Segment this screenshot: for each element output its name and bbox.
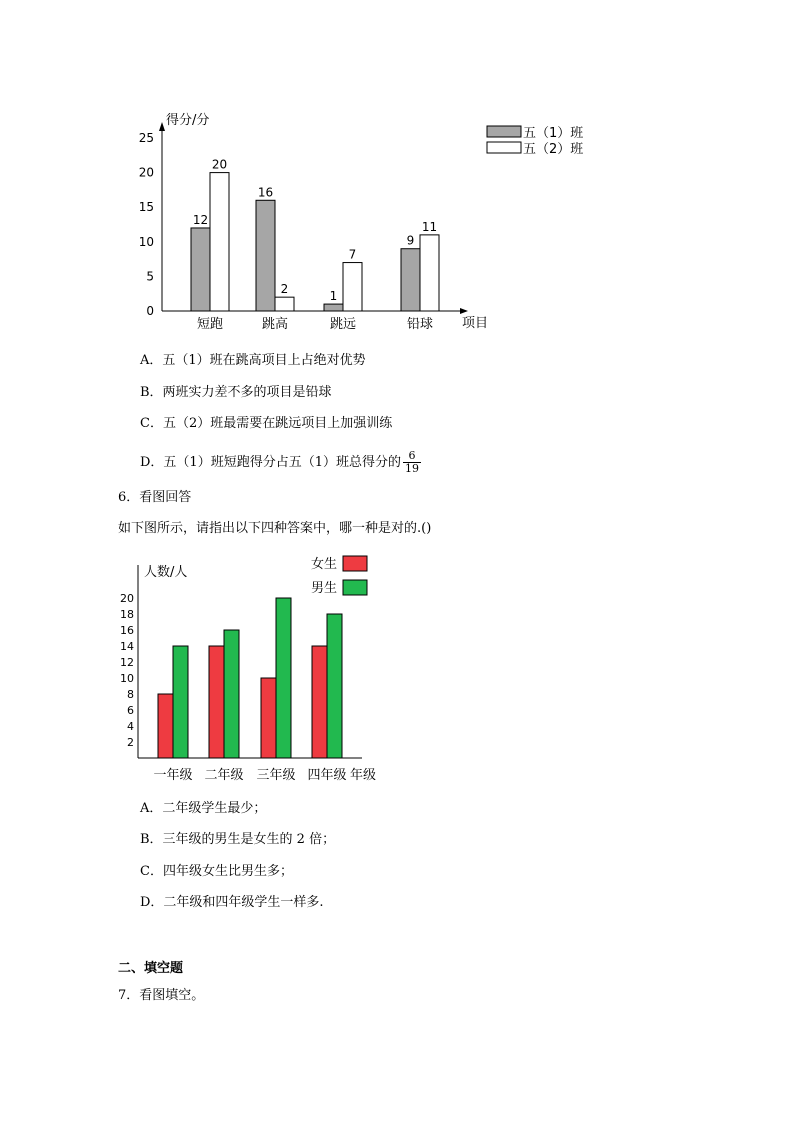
bar <box>343 263 362 311</box>
bar <box>276 598 291 758</box>
q7-prompt: 7．看图填空。 <box>118 988 205 1003</box>
legend-entry: 男生 <box>311 581 338 596</box>
data-label: 11 <box>421 219 438 234</box>
y-tick-label: 10 <box>138 234 154 249</box>
bar-chart-students-by-grade <box>0 545 794 790</box>
bar <box>275 297 294 311</box>
section-heading-fill-in: 二、填空题 <box>118 961 184 976</box>
y-axis-label: 得分/分 <box>166 113 210 128</box>
bar <box>209 646 224 758</box>
legend-swatch <box>343 580 367 595</box>
y-tick-label: 12 <box>120 656 134 669</box>
data-label: 7 <box>348 247 357 262</box>
data-label: 9 <box>406 233 415 248</box>
legend-entry: 五（1）班 <box>523 126 584 141</box>
q6-title: 6．看图回答 <box>118 490 192 505</box>
y-tick-label: 25 <box>138 131 154 145</box>
q5-option-b: B．两班实力差不多的项目是铅球 <box>140 385 332 400</box>
x-axis-label: 项目 <box>462 316 489 331</box>
y-tick-label: 10 <box>120 672 134 685</box>
q6-option-d: D．二年级和四年级学生一样多. <box>140 895 324 910</box>
x-tick-label: 跳远 <box>329 317 357 332</box>
bar <box>191 228 210 311</box>
x-axis-label: 年级 <box>350 768 377 783</box>
y-tick-label: 5 <box>146 269 154 284</box>
bar <box>401 249 420 311</box>
fraction-denominator: 19 <box>404 462 419 475</box>
bar <box>224 630 239 758</box>
bar <box>210 173 229 311</box>
bar <box>420 235 439 311</box>
y-tick-label: 15 <box>138 200 154 215</box>
legend-swatch <box>487 126 521 137</box>
q6-prompt: 如下图所示，请指出以下四种答案中，哪一种是对的.() <box>118 521 432 536</box>
fraction-numerator: 6 <box>408 449 416 462</box>
y-tick-label: 4 <box>127 720 134 733</box>
x-tick-label: 四年级 <box>307 768 347 783</box>
q6-option-b: B．三年级的男生是女生的 2 倍； <box>140 832 336 847</box>
x-tick-label: 铅球 <box>406 317 434 332</box>
x-tick-label: 短跑 <box>196 317 224 332</box>
y-tick-label: 20 <box>120 592 134 605</box>
x-tick-label: 跳高 <box>261 317 289 332</box>
y-tick-label: 6 <box>127 704 134 717</box>
bar <box>256 200 275 311</box>
q5-option-a: A．五（1）班在跳高项目上占绝对优势 <box>140 353 366 368</box>
q5-option-c: C．五（2）班最需要在跳远项目上加强训练 <box>140 416 393 431</box>
q6-option-a: A．二年级学生最少； <box>140 801 267 816</box>
data-label: 1 <box>329 289 338 304</box>
y-tick-label: 20 <box>138 165 154 180</box>
y-tick-label: 2 <box>127 736 134 749</box>
q6-option-c: C．四年级女生比男生多； <box>140 864 293 879</box>
data-label: 20 <box>211 157 228 172</box>
bar <box>312 646 327 758</box>
x-tick-label: 一年级 <box>153 768 193 783</box>
bar <box>158 694 173 758</box>
bar <box>173 646 188 758</box>
q5-option-d <box>140 450 421 475</box>
legend-entry: 女生 <box>311 557 338 572</box>
bar <box>261 678 276 758</box>
x-tick-label: 二年级 <box>204 768 244 783</box>
y-tick-label: 14 <box>120 640 134 653</box>
y-tick-label: 8 <box>127 688 134 701</box>
legend-entry: 五（2）班 <box>523 142 584 157</box>
y-tick-label: 0 <box>146 304 154 318</box>
data-label: 2 <box>280 282 289 297</box>
bar <box>324 304 343 311</box>
bar <box>327 614 342 758</box>
bar-chart-class-scores <box>0 0 794 340</box>
y-axis-label: 人数/人 <box>144 565 188 580</box>
x-axis-arrow <box>460 308 468 314</box>
legend-swatch <box>343 556 367 571</box>
data-label: 16 <box>257 185 274 200</box>
legend-swatch <box>487 142 521 153</box>
q5-option-d-text: D．五（1）班短跑得分占五（1）班总得分的 <box>140 455 401 470</box>
y-axis-arrow <box>159 122 165 131</box>
x-tick-label: 三年级 <box>256 768 296 783</box>
data-label: 12 <box>192 212 209 227</box>
y-tick-label: 18 <box>120 608 134 621</box>
y-tick-label: 16 <box>120 624 134 637</box>
fraction <box>403 450 421 475</box>
